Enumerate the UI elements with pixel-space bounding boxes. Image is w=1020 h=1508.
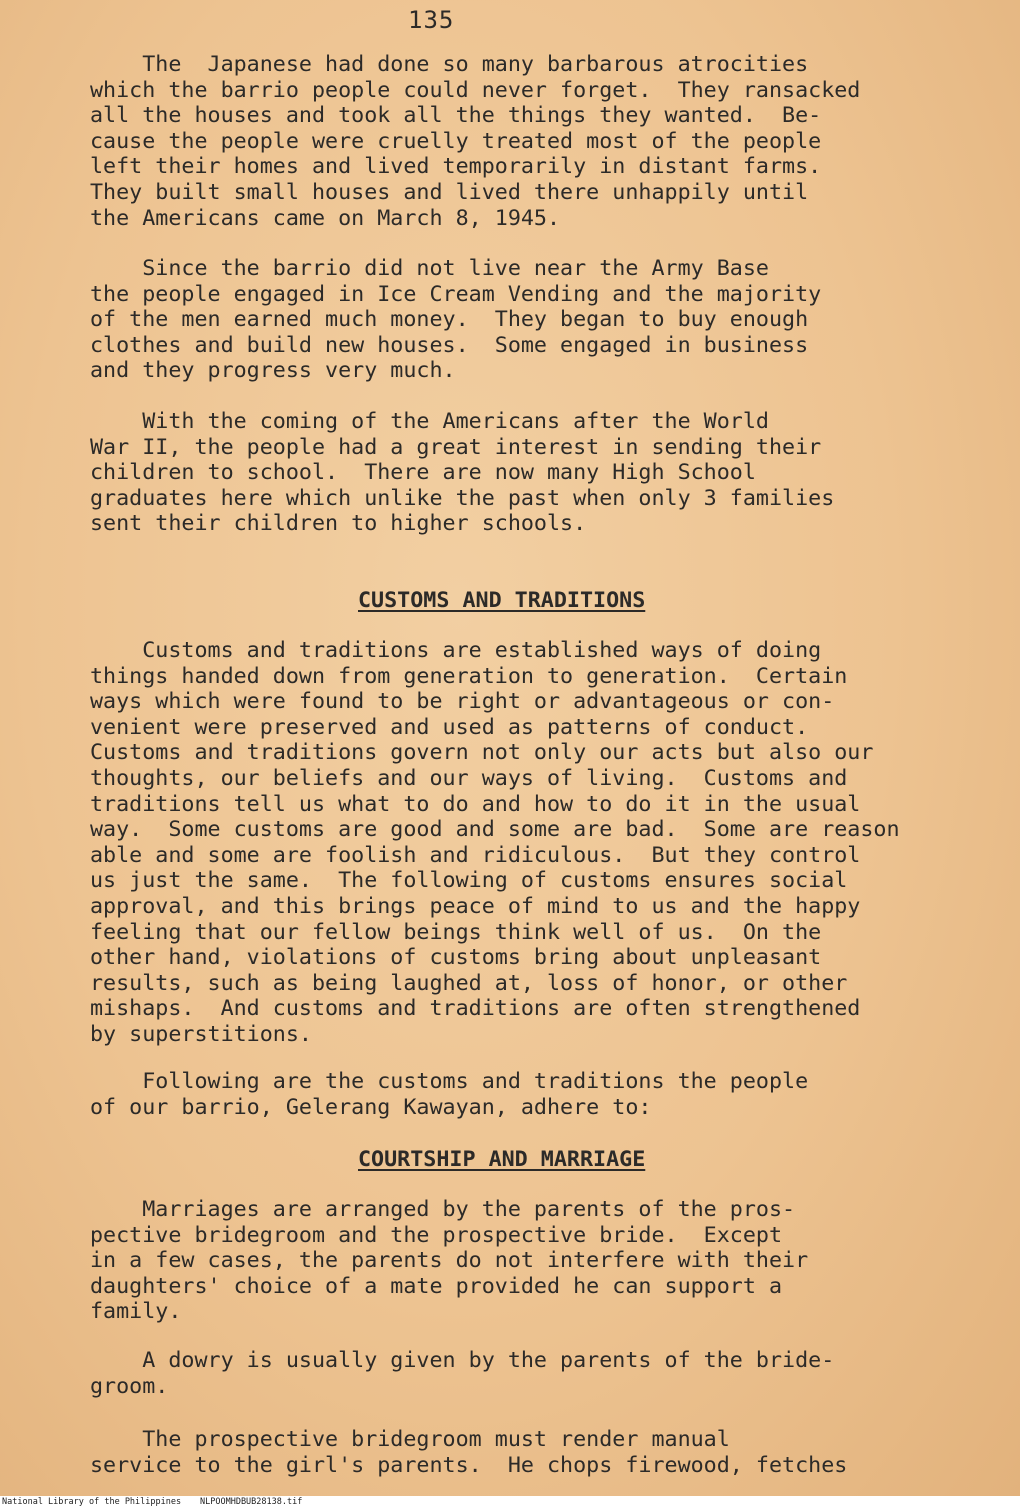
paragraph-schooling: With the coming of the Americans after the World War II, the people had a great interest in sending their children to school. There are now many High School graduates here which unlike the past when only 3 families sent their children to higher schools. bbox=[90, 409, 835, 537]
paragraph-ice-cream-vending: Since the barrio did not live near the Army Base the people engaged in Ice Cream Vending and the majority of the men earned much money. They began to buy enough clothes and build new houses. Some engaged in business and they progress very much. bbox=[90, 256, 822, 384]
paragraph-arranged-marriages: Marriages are arranged by the parents of the pros- pective bridegroom and the prospective bride. Except in a few cases, the parents do not interfere with their daughters' choice of a mate provided he can support a family. bbox=[90, 1197, 809, 1325]
footer-library-label: National Library of the Philippines bbox=[2, 1497, 182, 1507]
scan-footer bbox=[0, 1496, 1020, 1508]
paragraph-japanese-occupation: The Japanese had done so many barbarous atrocities which the barrio people could never forget. They ransacked all the houses and took all the things they wanted. Be- cause the people were cruelly treated most of the people left their homes and lived temporarily in distant farms. They built small houses and lived there unhappily until the Americans came on March 8, 1945. bbox=[90, 52, 861, 231]
paragraph-customs-definition: Customs and traditions are established ways of doing things handed down from generation to generation. Certain ways which were found to be right or advantageous or con- venient were preserved and used as patterns of conduct. Customs and traditions govern not only our acts but also our thoughts, our beliefs and our ways of living. Customs and traditions tell us what to do and how to do it in the usual way. Some customs are good and some are bad. Some are reason able and some are foolish and ridiculous. But they control us just the same. The following of customs ensures social approval, and this brings peace of mind to us and the happy feeling that our fellow beings think well of us. On the other hand, violations of customs bring about unpleasant results, such as being laughed at, loss of honor, or other mishaps. And customs and traditions are often strengthened by superstitions. bbox=[90, 638, 900, 1047]
paragraph-dowry: A dowry is usually given by the parents of the bride- groom. bbox=[90, 1348, 835, 1399]
heading-customs-and-traditions: CUSTOMS AND TRADITIONS bbox=[358, 588, 646, 613]
page-number: 135 bbox=[408, 6, 455, 34]
footer-file-name: NLPOOMHDBUB28138.tif bbox=[200, 1497, 303, 1507]
heading-courtship-and-marriage: COURTSHIP AND MARRIAGE bbox=[358, 1147, 646, 1172]
paragraph-following-customs: Following are the customs and traditions the people of our barrio, Gelerang Kawayan, adhere to: bbox=[90, 1069, 809, 1120]
paragraph-manual-service: The prospective bridegroom must render manual service to the girl's parents. He chops firewood, fetches bbox=[90, 1427, 848, 1478]
